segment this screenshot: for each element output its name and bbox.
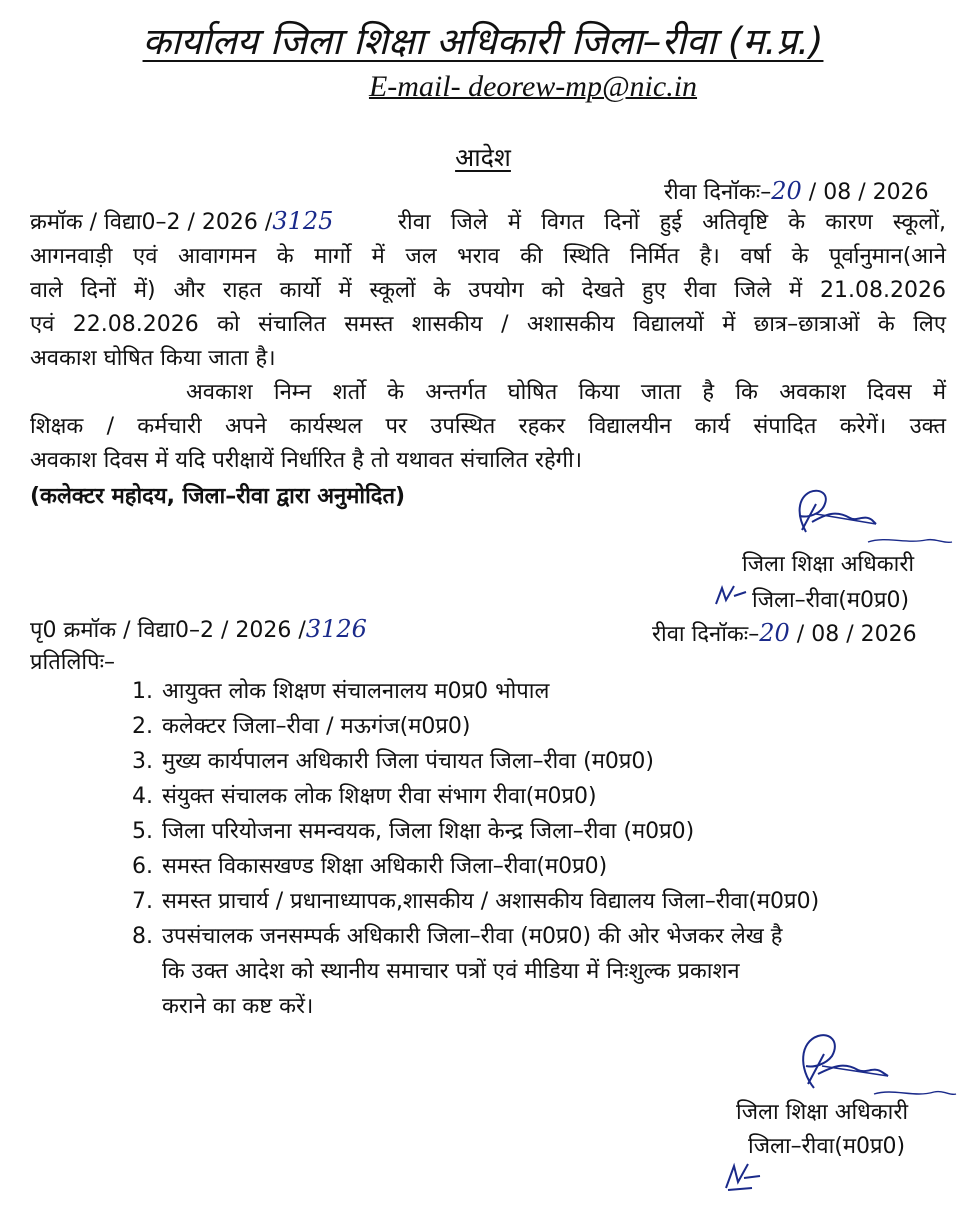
paragraph-line: रीवा जिले में विगत दिनों हुई अतिवृष्टि के कारण स्कूलों, [398,210,946,235]
order-paragraph-1 [30,206,946,376]
endorsement-signatory-place: जिला–रीवा(म0प्र0) [748,1134,906,1159]
paragraph-line: अवकाश घोषित किया जाता है। [30,346,276,371]
list-item-number: 1. [132,679,153,704]
list-item-number: 8. [132,924,153,949]
list-item-text: समस्त प्राचार्य / प्रधानाध्यापक,शासकीय / अशासकीय विद्यालय जिला–रीवा(म0प्र0) [162,889,820,914]
endorsement-date [652,618,917,648]
list-item [132,919,952,1024]
order-date-suffix: / 08 / 2026 [808,180,929,205]
list-item-text: मुख्य कार्यपालन अधिकारी जिला पंचायत जिला–रीवा (म0प्र0) [162,749,654,774]
list-item [132,849,952,884]
list-item-text: समस्त विकासखण्ड शिक्षा अधिकारी जिला–रीवा(म0प्र0) [162,854,608,879]
list-item-number: 3. [132,749,153,774]
endorsement-ref-number: 3126 [305,615,367,643]
list-item-text: आयुक्त लोक शिक्षण संचालनालय म0प्र0 भोपाल [162,679,550,704]
order-signatory-title: जिला शिक्षा अधिकारी [742,552,915,577]
list-item-text: कलेक्टर जिला–रीवा / मऊगंज(म0प्र0) [162,714,471,739]
endorsement-date-prefix: रीवा दिनॉकः– [652,622,760,647]
endorsement-date-day: 20 [759,619,790,647]
list-item-number: 4. [132,784,153,809]
order-signatory-place: जिला–रीवा(म0प्र0) [752,588,910,613]
order-date-day: 20 [771,177,802,205]
list-item-text: संयुक्त संचालक लोक शिक्षण रीवा संभाग रीवा(म0प्र0) [162,784,597,809]
list-item-text-cont: कि उक्त आदेश को स्थानीय समाचार पत्रों एवं मीडिया में निःशुल्क प्रकाशन [162,959,740,984]
endorsement-date-suffix: / 08 / 2026 [796,622,917,647]
copy-list [132,674,952,1024]
signature-scribble-icon [776,484,956,554]
list-item [132,884,952,919]
copy-label: प्रतिलिपिः– [30,650,116,675]
signature-1 [776,484,956,554]
list-item [132,779,952,814]
paragraph-line: एवं 22.08.2026 को संचालित समस्त शासकीय / अशासकीय विद्यालयों में छात्र–छात्राओं के लिए [30,312,946,337]
list-item [132,744,952,779]
list-item [132,709,952,744]
order-ref-prefix: क्रमॉक / विद्या0–2 / 2026 / [30,210,273,235]
order-date-prefix: रीवा दिनॉकः– [664,180,772,205]
order-heading: आदेश [455,143,511,172]
list-item [132,674,952,709]
endorsement-ref-prefix: पृ0 क्रमॉक / विद्या0–2 / 2026 / [30,618,306,643]
list-item-number: 2. [132,714,153,739]
paragraph-line: शिक्षक / कर्मचारी अपने कार्यस्थल पर उपस्थित रहकर विद्यालयीन कार्य संपादित करेगें। उक्त [30,414,946,439]
order-paragraph-2 [30,376,946,478]
office-title: कार्यालय जिला शिक्षा अधिकारी जिला–रीवा (म.प्र.) [142,20,824,63]
paragraph-line: आगनवाड़ी एवं आवागमन के मार्गो में जल भराव की स्थिति निर्मित है। वर्षा के पूर्वानुमान(आने [30,244,946,269]
paragraph-line: अवकाश निम्न शर्तो के अन्तर्गत घोषित किया जाता है कि अवकाश दिवस में [186,380,946,405]
order-date [664,176,929,206]
list-item-text-cont: कराने का कष्ट करें। [162,994,314,1019]
list-item [132,814,952,849]
paragraph-line: वाले दिनों में) और राहत कार्यो में स्कूलों के उपयोग को देखते हुए रीवा जिले में 21.08.2026 [30,278,946,303]
list-item-number: 5. [132,819,153,844]
endorsement-signatory-title: जिला शिक्षा अधिकारी [736,1100,909,1125]
list-item-text: उपसंचालक जनसम्पर्क अधिकारी जिला–रीवा (म0प्र0) की ओर भेजकर लेख है [162,924,783,949]
order-ref-number: 3125 [272,207,334,235]
office-email: E-mail- deorew-mp@nic.in [368,70,698,103]
paragraph-line: अवकाश दिवस में यदि परीक्षायें निर्धारित है तो यथावत संचालित रहेगी। [30,448,583,473]
initial-mark [712,582,748,614]
endorsement-ref [30,614,367,644]
approval-note: (कलेक्टर महोदय, जिला–रीवा द्वारा अनुमोदित) [30,484,406,509]
list-item-text: जिला परियोजना समन्वयक, जिला शिक्षा केन्द्र जिला–रीवा (म0प्र0) [162,819,695,844]
initial-mark [722,1160,762,1196]
initial-scribble-icon [722,1160,762,1192]
list-item-number: 6. [132,854,153,879]
list-item-number: 7. [132,889,153,914]
initial-scribble-icon [712,582,748,608]
